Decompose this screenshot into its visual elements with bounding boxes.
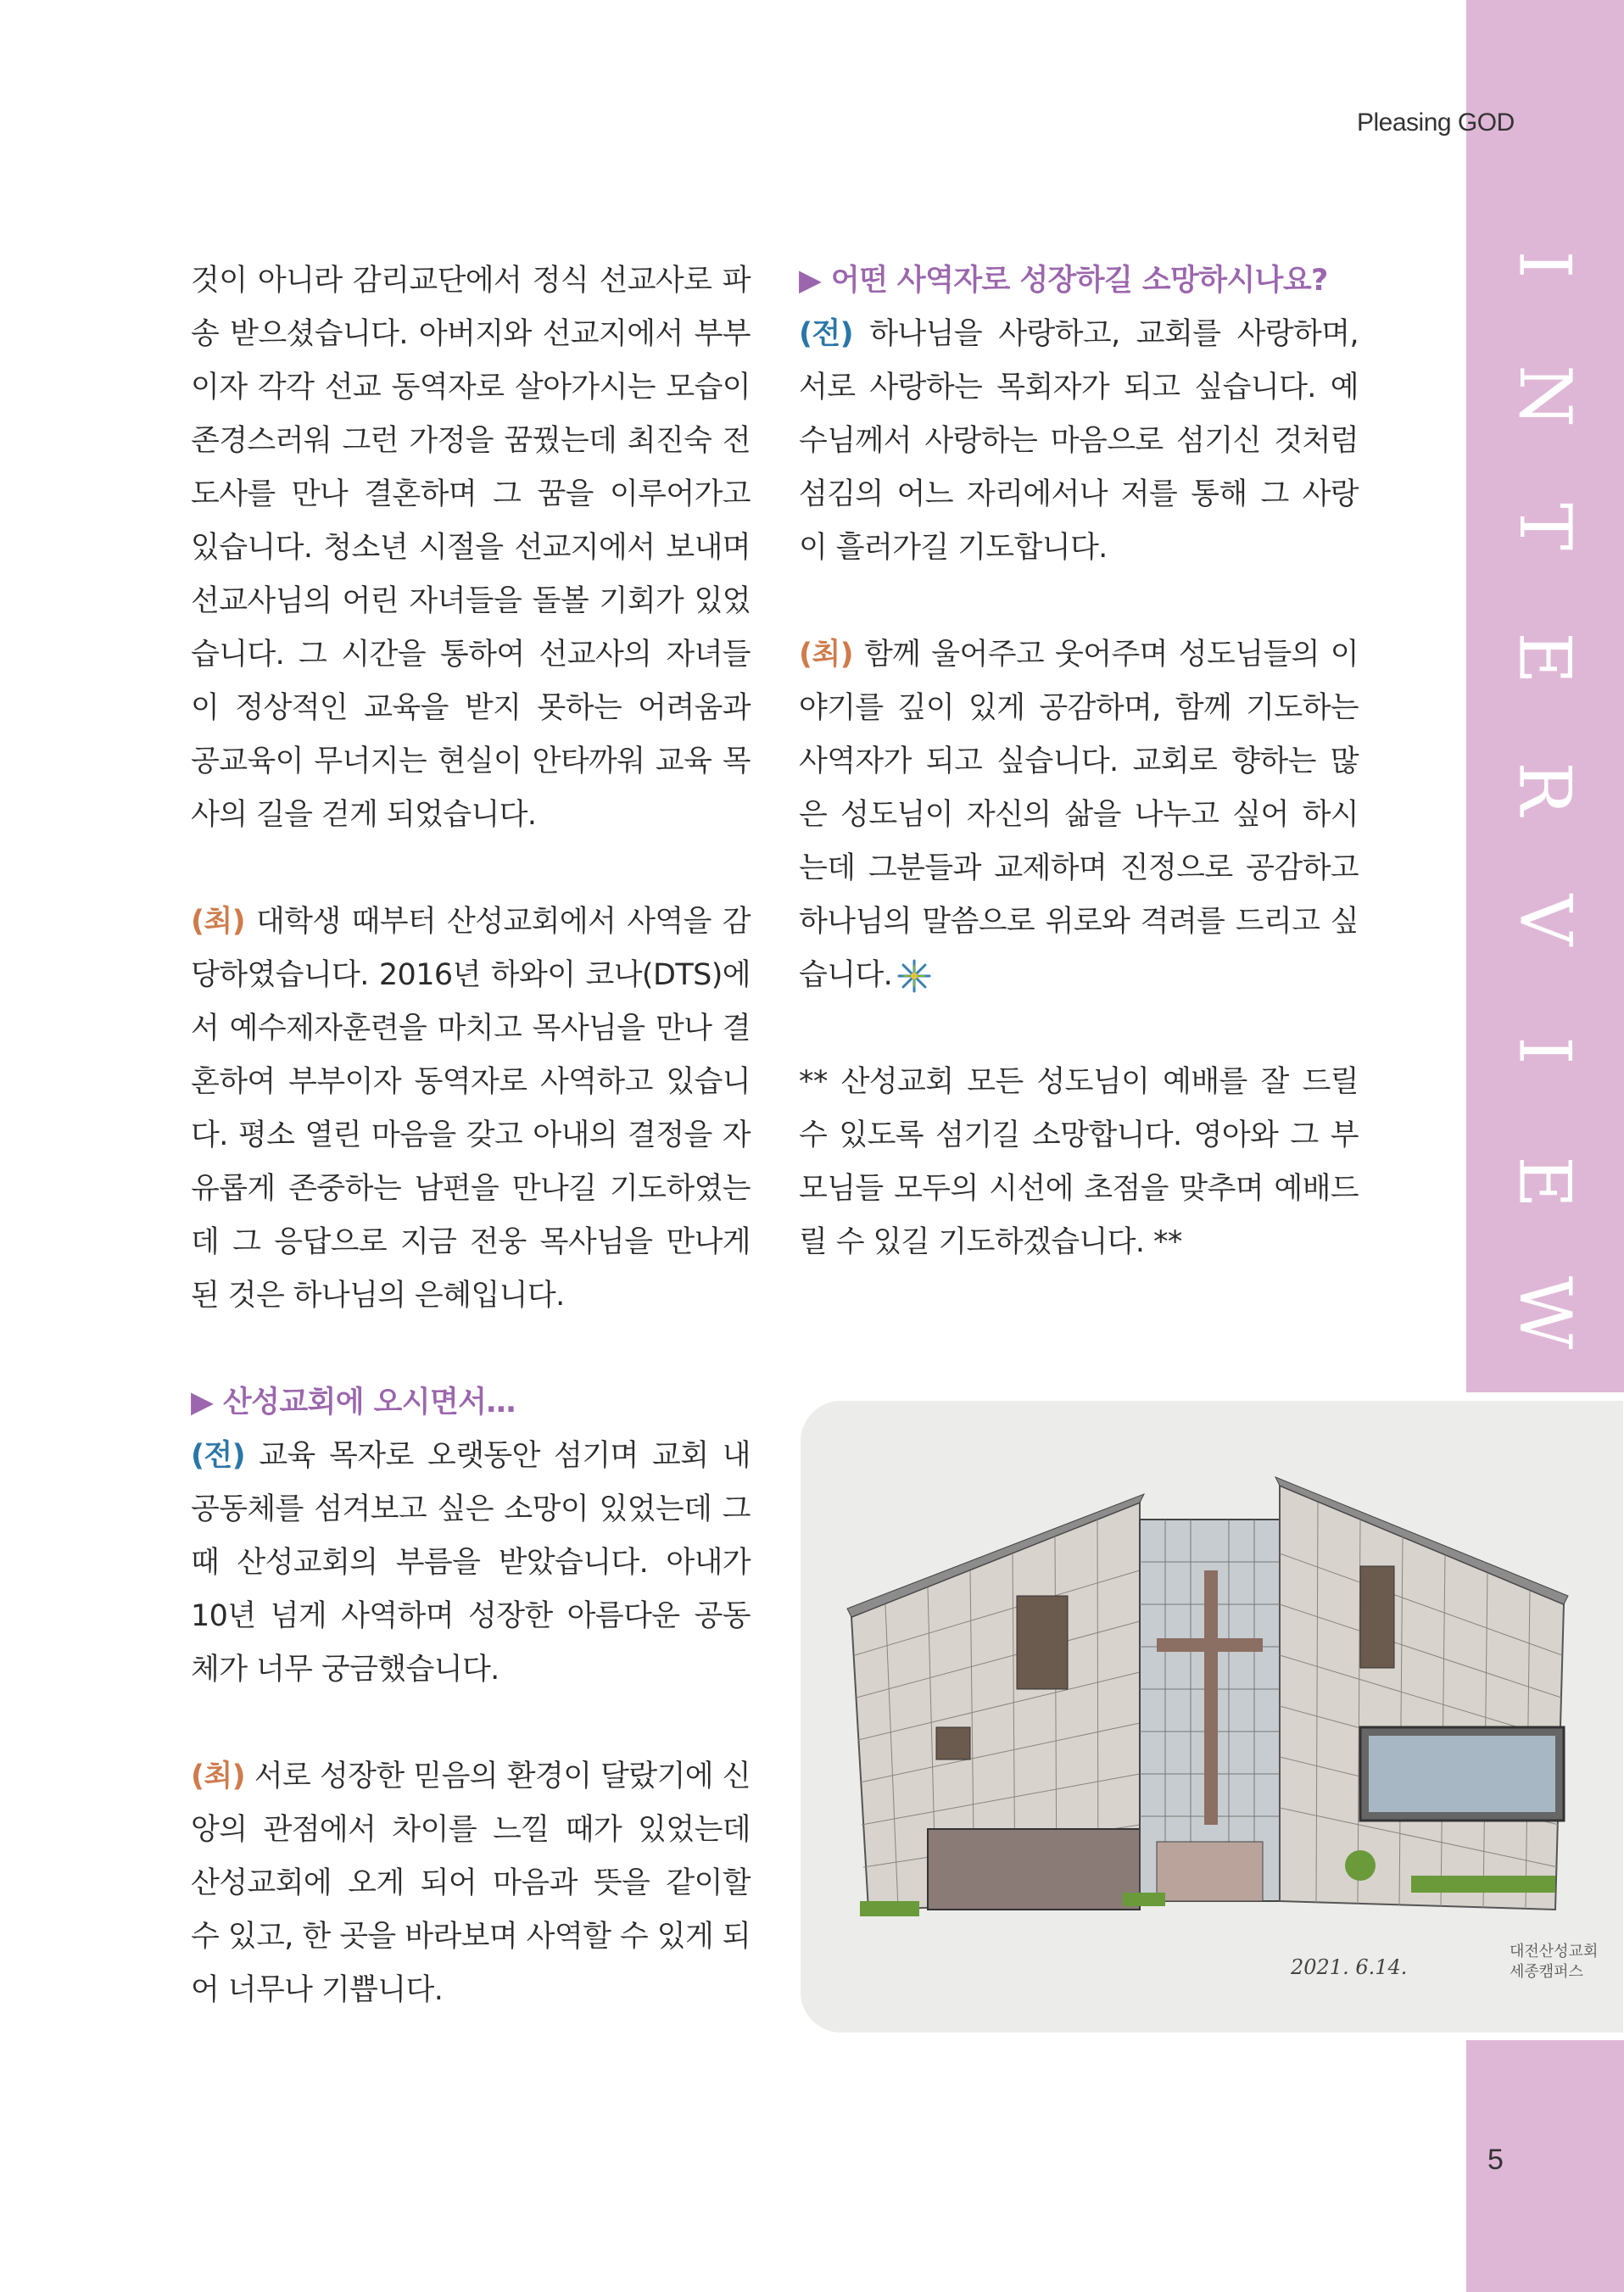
paragraph xyxy=(799,628,1359,1002)
triangle-icon: ▶ xyxy=(799,264,822,298)
speaker-tag-jeon: (전) xyxy=(799,317,854,351)
speaker-tag-choi: (최) xyxy=(799,638,854,672)
running-head: Pleasing GOD xyxy=(1357,109,1515,137)
speaker-tag-choi: (최) xyxy=(191,905,246,939)
paragraph xyxy=(191,895,751,1323)
church-illustration xyxy=(801,1401,1623,2033)
band-letter: T xyxy=(1504,502,1587,551)
right-column xyxy=(799,254,1359,1323)
paragraph-text: 하나님을 사랑하고, 교회를 사랑하며, 서로 사랑하는 목회자가 되고 싶습니다. 예수님께서 사랑하는 마음으로 섬기신 것처럼 섬김의 어느 자리에서나 저를 통해 그 사랑이 흘러가길 기도합니다. xyxy=(799,317,1359,565)
paragraph-text: 대학생 때부터 산성교회에서 사역을 감당하였습니다. 2016년 하와이 코나(DTS)에서 예수제자훈련을 마치고 목사님을 만나 결혼하여 부부이자 동역자로 사역하고 있습니다. 평소 열린 마음을 갖고 아내의 결정을 자유롭게 존중하는 남편을 만나길 기도하였는데 그 응답으로 지금 전웅 목사님을 만나게 된 것은 하나님의 은혜입니다. xyxy=(191,905,751,1313)
band-letter: W xyxy=(1504,1275,1587,1350)
band-letter: I xyxy=(1504,250,1587,279)
question-heading xyxy=(191,1376,751,1430)
side-band-word xyxy=(1466,229,1624,1348)
paragraph-text: 함께 울어주고 웃어주며 성도님들의 이야기를 깊이 있게 공감하며, 함께 기도하는 사역자가 되고 싶습니다. 교회로 향하는 많은 성도님이 자신의 삶을 나누고 싶어 하시는데 그분들과 교제하며 진정으로 공감하고 하나님의 말씀으로 위로와 격려를 드리고 싶습니다. xyxy=(799,638,1359,992)
paragraph: 것이 아니라 감리교단에서 정식 선교사로 파송 받으셨습니다. 아버지와 선교지에서 부부이자 각각 선교 동역자로 살아가시는 모습이 존경스러워 그런 가정을 꿈꿨는데 최진숙 전도사를 만나 결혼하며 그 꿈을 이루어가고 있습니다. 청소년 시절을 선교지에서 보내며 선교사님의 어린 자녀들을 돌볼 기회가 있었습니다. 그 시간을 통하여 선교사의 자녀들이 정상적인 교육을 받지 못하는 어려움과 공교육이 무너지는 현실이 안타까워 교육 목사의 길을 걷게 되었습니다. xyxy=(191,264,751,832)
question-text: 산성교회에 오시면서… xyxy=(213,1386,516,1419)
band-letter: V xyxy=(1503,894,1587,945)
question-text: 어떤 사역자로 성장하길 소망하시나요? xyxy=(821,264,1328,298)
triangle-icon: ▶ xyxy=(191,1386,214,1419)
flower-ornament-icon xyxy=(896,957,933,995)
paragraph: ** 산성교회 모든 성도님이 예배를 잘 드릴 수 있도록 섬기길 소망합니다. 영아와 그 부모님들 모두의 시선에 초점을 맞추며 예배드릴 수 있길 기도하겠습니다. ** xyxy=(799,1065,1359,1259)
question-heading xyxy=(799,254,1359,308)
band-letter: N xyxy=(1504,364,1587,427)
paragraph xyxy=(191,1430,751,1697)
paragraph-text: 서로 성장한 믿음의 환경이 달랐기에 신앙의 관점에서 차이를 느낄 때가 있었는데 산성교회에 오게 되어 마음과 뜻을 같이할 수 있고, 한 곳을 바라보며 사역할 수 있게 되어 너무나 기쁩니다. xyxy=(191,1759,751,2007)
band-letter: E xyxy=(1503,631,1587,684)
paragraph-text: 교육 목자로 오랫동안 섬기며 교회 내 공동체를 섬겨보고 싶은 소망이 있었는데 그때 산성교회의 부름을 받았습니다. 아내가 10년 넘게 사역하며 성장한 아름다운 공동체가 너무 궁금했습니다. xyxy=(191,1439,751,1687)
caption-line: 세종캠퍼스 xyxy=(1510,1963,1583,1981)
speaker-tag-choi: (최) xyxy=(191,1759,246,1793)
band-letter: R xyxy=(1504,761,1587,816)
artist-signature-date: 2021. 6.14. xyxy=(1291,1955,1408,1979)
church-drawing xyxy=(801,1401,1623,2033)
band-letter: I xyxy=(1504,1036,1587,1065)
caption-line: 대전산성교회 xyxy=(1510,1943,1599,1960)
paragraph xyxy=(191,1750,751,2017)
left-column xyxy=(191,254,751,2071)
speaker-tag-jeon: (전) xyxy=(191,1439,246,1473)
page-number: 5 xyxy=(1487,2144,1504,2176)
artist-caption xyxy=(1510,1942,1598,1982)
paragraph xyxy=(799,308,1359,575)
band-letter: E xyxy=(1503,1155,1587,1208)
